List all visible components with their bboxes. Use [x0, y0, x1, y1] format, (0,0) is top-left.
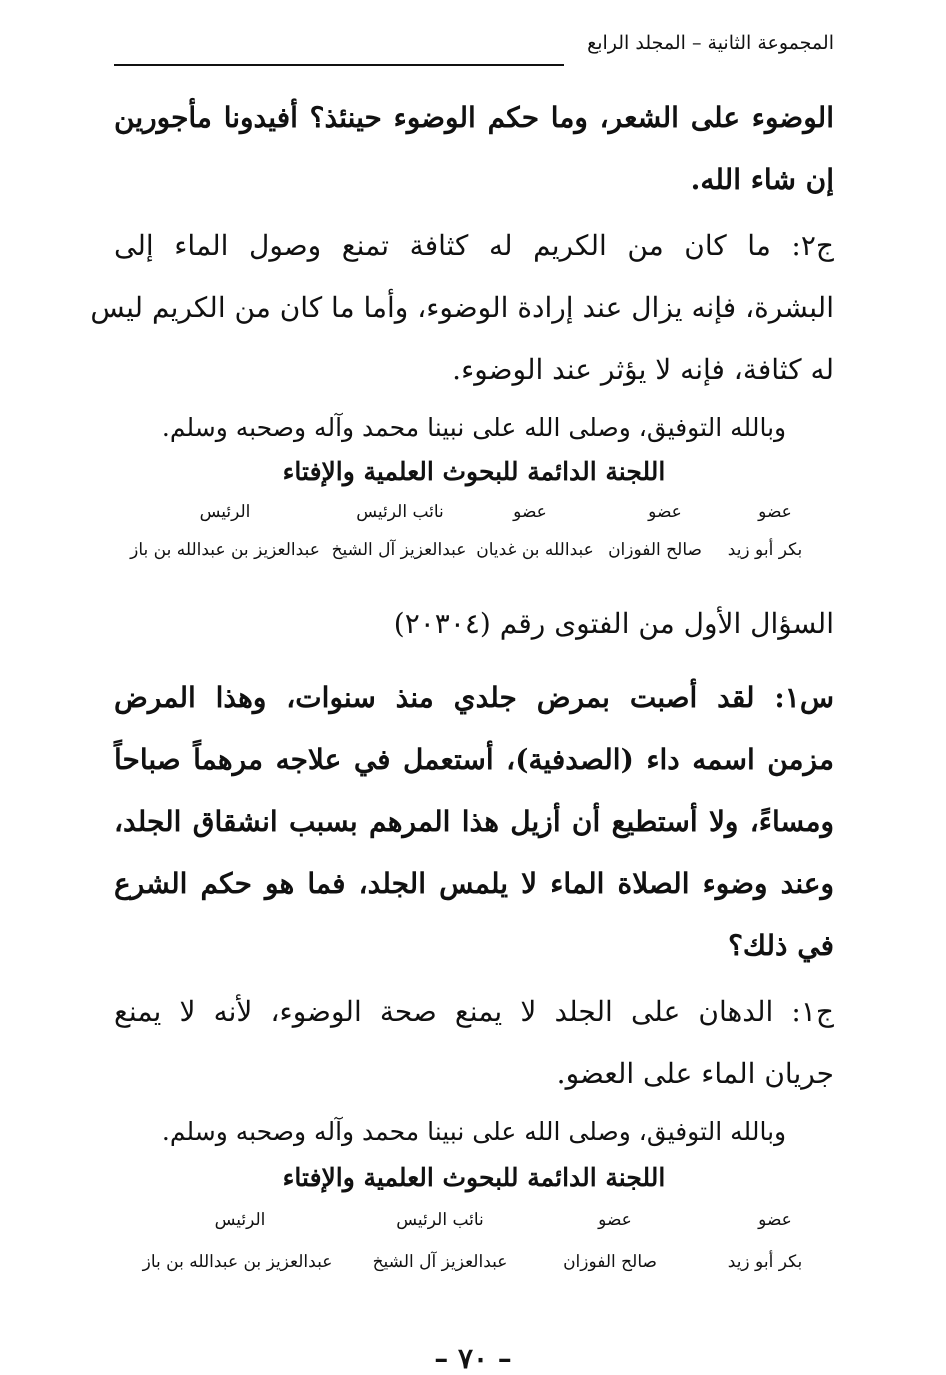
- signature-name: عبدالعزيز بن عبدالله بن باز: [142, 1252, 333, 1272]
- signature-role: نائب الرئيس: [396, 1210, 484, 1230]
- answer-text-line: ج٢: ما كان من الكريم له كثافة تمنع وصول الماء إلى: [114, 229, 834, 262]
- question-text-line: س١: لقد أصبت بمرض جلدي منذ سنوات، وهذا المرض: [114, 681, 834, 714]
- signature-name: عبدالعزيز آل الشيخ: [331, 540, 467, 560]
- fatwa-heading: السؤال الأول من الفتوى رقم (٢٠٣٠٤): [393, 607, 834, 640]
- signature-role: عضو: [758, 1210, 792, 1230]
- signature-name: عبدالله بن غديان: [476, 540, 594, 560]
- signature-role: الرئيس: [214, 1210, 266, 1230]
- signature-name: عبدالعزيز آل الشيخ: [372, 1252, 508, 1272]
- committee-title: اللجنة الدائمة للبحوث العلمية والإفتاء: [282, 1163, 666, 1192]
- signature-name: صالح الفوزان: [608, 540, 702, 560]
- header-title: المجموعة الثانية – المجلد الرابع: [587, 32, 834, 54]
- question-text-line: وعند وضوء الصلاة الماء لا يلمس الجلد، فما هو حكم الشرع: [114, 867, 835, 900]
- answer-text-line: البشرة، فإنه يزال عند إرادة الوضوء، وأما ما كان من الكريم ليس: [90, 291, 834, 324]
- running-header: [114, 32, 834, 68]
- signature-role: عضو: [598, 1210, 632, 1230]
- question-text-line: ومساءً، ولا أستطيع أن أزيل هذا المرهم بسبب انشقاق الجلد،: [114, 805, 834, 838]
- closing-text: وبالله التوفيق، وصلى الله على نبينا محمد وآله وصحبه وسلم.: [161, 1117, 787, 1146]
- signature-role: عضو: [758, 502, 792, 522]
- question-text-line: في ذلك؟: [728, 929, 834, 962]
- signature-role: نائب الرئيس: [356, 502, 444, 522]
- question-text-line: الوضوء على الشعر، وما حكم الوضوء حينئذ؟ أفيدونا مأجورين: [114, 101, 834, 134]
- answer-text-line: له كثافة، فإنه لا يؤثر عند الوضوء.: [452, 353, 834, 386]
- page-number: – ٧٠ –: [434, 1342, 512, 1375]
- signature-role: عضو: [513, 502, 547, 522]
- signature-name: صالح الفوزان: [563, 1252, 657, 1272]
- answer-text-line: جريان الماء على العضو.: [556, 1057, 834, 1090]
- question-text-line: مزمن اسمه داء (الصدفية)، أستعمل في علاجه مرهماً صباحاً: [114, 743, 834, 776]
- signature-role: عضو: [648, 502, 682, 522]
- signature-name: بكر أبو زيد: [727, 1252, 803, 1272]
- answer-text-line: ج١: الدهان على الجلد لا يمنع صحة الوضوء، لأنه لا يمنع: [114, 995, 834, 1028]
- question-text-line: إن شاء الله.: [690, 163, 834, 196]
- signature-name: عبدالعزيز بن عبدالله بن باز: [130, 540, 320, 560]
- committee-title: اللجنة الدائمة للبحوث العلمية والإفتاء: [282, 457, 666, 486]
- signature-role: الرئيس: [199, 502, 251, 522]
- signature-name: بكر أبو زيد: [727, 540, 803, 560]
- closing-text: وبالله التوفيق، وصلى الله على نبينا محمد وآله وصحبه وسلم.: [161, 413, 787, 442]
- header-rule: [114, 64, 564, 66]
